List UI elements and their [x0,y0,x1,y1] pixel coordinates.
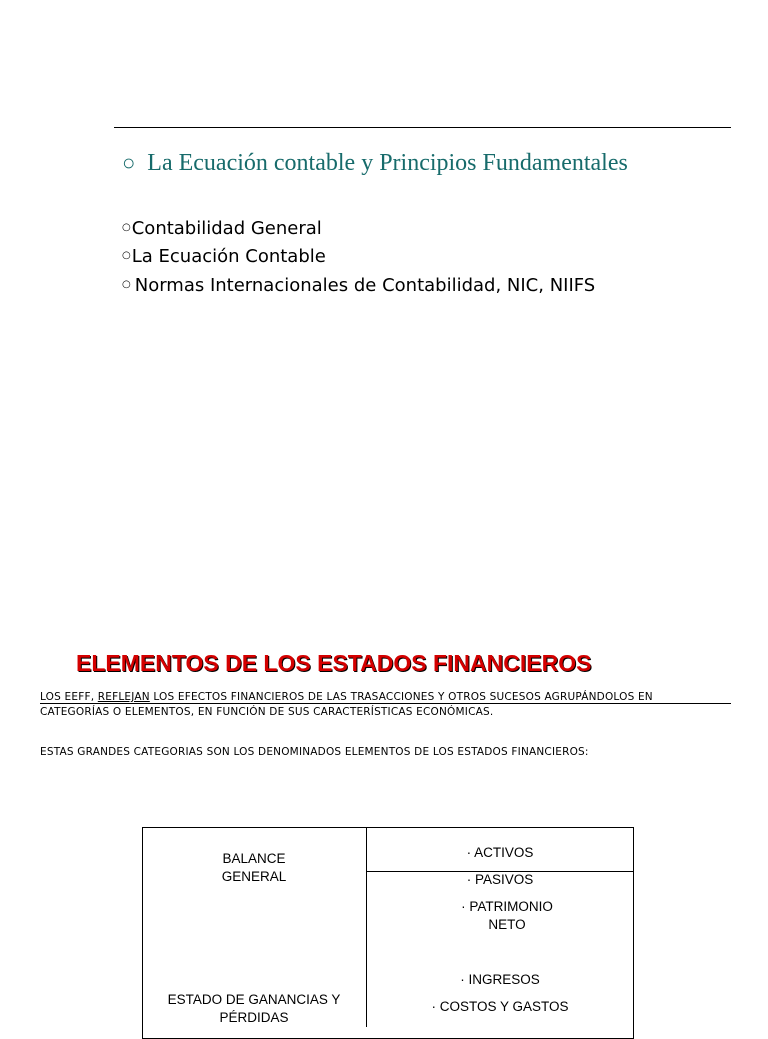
circle-bullet-icon: ○ [122,222,131,233]
list-item [122,241,326,271]
costos-item: · COSTOS Y GASTOS [431,999,569,1014]
title-text: La Ecuación contable y Principios Fundamentales [147,150,628,176]
balance-general-label: BALANCE GENERAL [221,851,287,884]
patrimonio-item: · PATRIMONIO NETO [461,899,553,932]
para-prefix: LOS EEFF, [40,691,98,703]
categories-paragraph: ESTAS GRANDES CATEGORIAS SON LOS DENOMINADOS ELEMENTOS DE LOS ESTADOS FINANCIEROS: [40,746,589,758]
list-item-label: La Ecuación Contable [131,246,326,267]
intro-paragraph [40,690,680,720]
resultados-label: ESTADO DE GANANCIAS Y PÉRDIDAS [167,992,341,1025]
circle-bullet-icon: ○ [122,250,131,261]
slide-title [122,146,642,180]
activos-item: · ACTIVOS [466,845,534,860]
list-item-label: Contabilidad General [131,218,322,239]
list-item-label: Normas Internacionales de Contabilidad, NIC, NIIFS [134,275,596,296]
para-rest: LOS EFECTOS FINANCIEROS DE LAS TRASACCIONES Y OTROS SUCESOS AGRUPÁNDOLOS EN CATEGORÍAS O ELEMENTOS, EN FUNCIÓN DE SUS CARACTERÍSTICAS ECONÓMICAS. [40,691,653,718]
ingresos-item: · INGRESOS [460,972,540,987]
section-heading: ELEMENTOS DE LOS ESTADOS FINANCIEROS [76,650,592,676]
list-item [122,270,595,300]
para-underlined: REFLEJAN [97,691,150,703]
circle-bullet-icon: ○ [122,279,131,290]
list-item [122,213,322,243]
title-bullet-icon: ○ [122,150,136,175]
pasivos-item: · PASIVOS [466,872,534,887]
top-divider [114,127,731,128]
